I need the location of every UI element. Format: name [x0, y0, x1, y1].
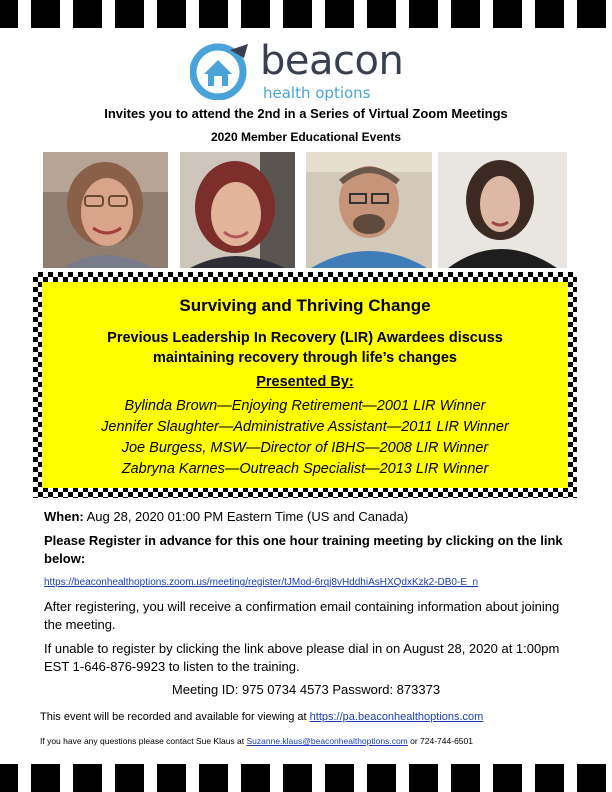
presenter-item: Joe Burgess, MSW—Director of IBHS—2008 LIR Winner: [121, 440, 489, 456]
presenter-photo-2: [180, 152, 295, 268]
film-strip-bottom: [0, 764, 612, 792]
after-registering-text: After registering, you will receive a confirmation email containing information about joining the meeting.: [44, 599, 560, 632]
recording-notice: [40, 711, 483, 723]
presenter-photo-4: [438, 152, 567, 268]
contact-text: If you have any questions please contact Sue Klaus at: [40, 736, 247, 746]
beacon-logo: [190, 40, 430, 100]
event-panel: [42, 282, 568, 488]
event-subtitle: [42, 328, 568, 368]
presenter-item: Jennifer Slaughter—Administrative Assistant—2011 LIR Winner: [101, 419, 509, 435]
dial-in-text: If unable to register by clicking the link above please dial in on August 28, 2020 at 1:00pm EST 1-646-876-9923 to listen to the training.: [44, 641, 560, 674]
registration-link[interactable]: https://beaconhealthoptions.zoom.us/meeting/register/tJMod-6rqj8vHddhiAsHXQdxKzk2-DB0-E_n: [44, 577, 479, 588]
presenter-photo-1: [43, 152, 168, 268]
register-instructions: Please Register in advance for this one hour training meeting by clicking on the link below:: [44, 533, 563, 566]
presenter-photo-3: [306, 152, 432, 268]
series-heading: 2020 Member Educational Events: [210, 130, 402, 144]
logo-tagline: health options: [263, 84, 371, 102]
beacon-house-icon: [190, 40, 250, 100]
presenter-list: [42, 396, 568, 480]
meeting-credentials: Meeting ID: 975 0734 4573 Password: 873373: [171, 682, 441, 697]
event-when: [44, 508, 574, 526]
event-subtitle-line-1: Previous Leadership In Recovery (LIR) Awardees discuss: [107, 330, 503, 346]
when-value: Aug 28, 2020 01:00 PM Eastern Time (US and Canada): [83, 509, 409, 524]
contact-email-link[interactable]: Suzanne.klaus@beaconhealthoptions.com: [246, 736, 408, 746]
presenter-item: Zabryna Karnes—Outreach Specialist—2013 LIR Winner: [121, 461, 489, 477]
presented-by-heading: Presented By:: [256, 374, 354, 390]
event-subtitle-line-2: maintaining recovery through life’s changes: [152, 350, 458, 366]
contact-phone: or 724-744-6501: [407, 736, 473, 746]
invite-heading: Invites you to attend the 2nd in a Series of Virtual Zoom Meetings: [104, 106, 508, 121]
logo-wordmark: beacon: [260, 38, 404, 84]
when-label: When:: [44, 509, 84, 524]
recording-link[interactable]: https://pa.beaconhealthoptions.com: [309, 711, 484, 723]
presenter-item: Bylinda Brown—Enjoying Retirement—2001 LIR Winner: [124, 398, 486, 414]
event-title: Surviving and Thriving Change: [179, 296, 431, 315]
recording-text: This event will be recorded and available for viewing at: [40, 711, 310, 723]
film-strip-top: [0, 0, 612, 28]
contact-notice: [40, 736, 473, 746]
